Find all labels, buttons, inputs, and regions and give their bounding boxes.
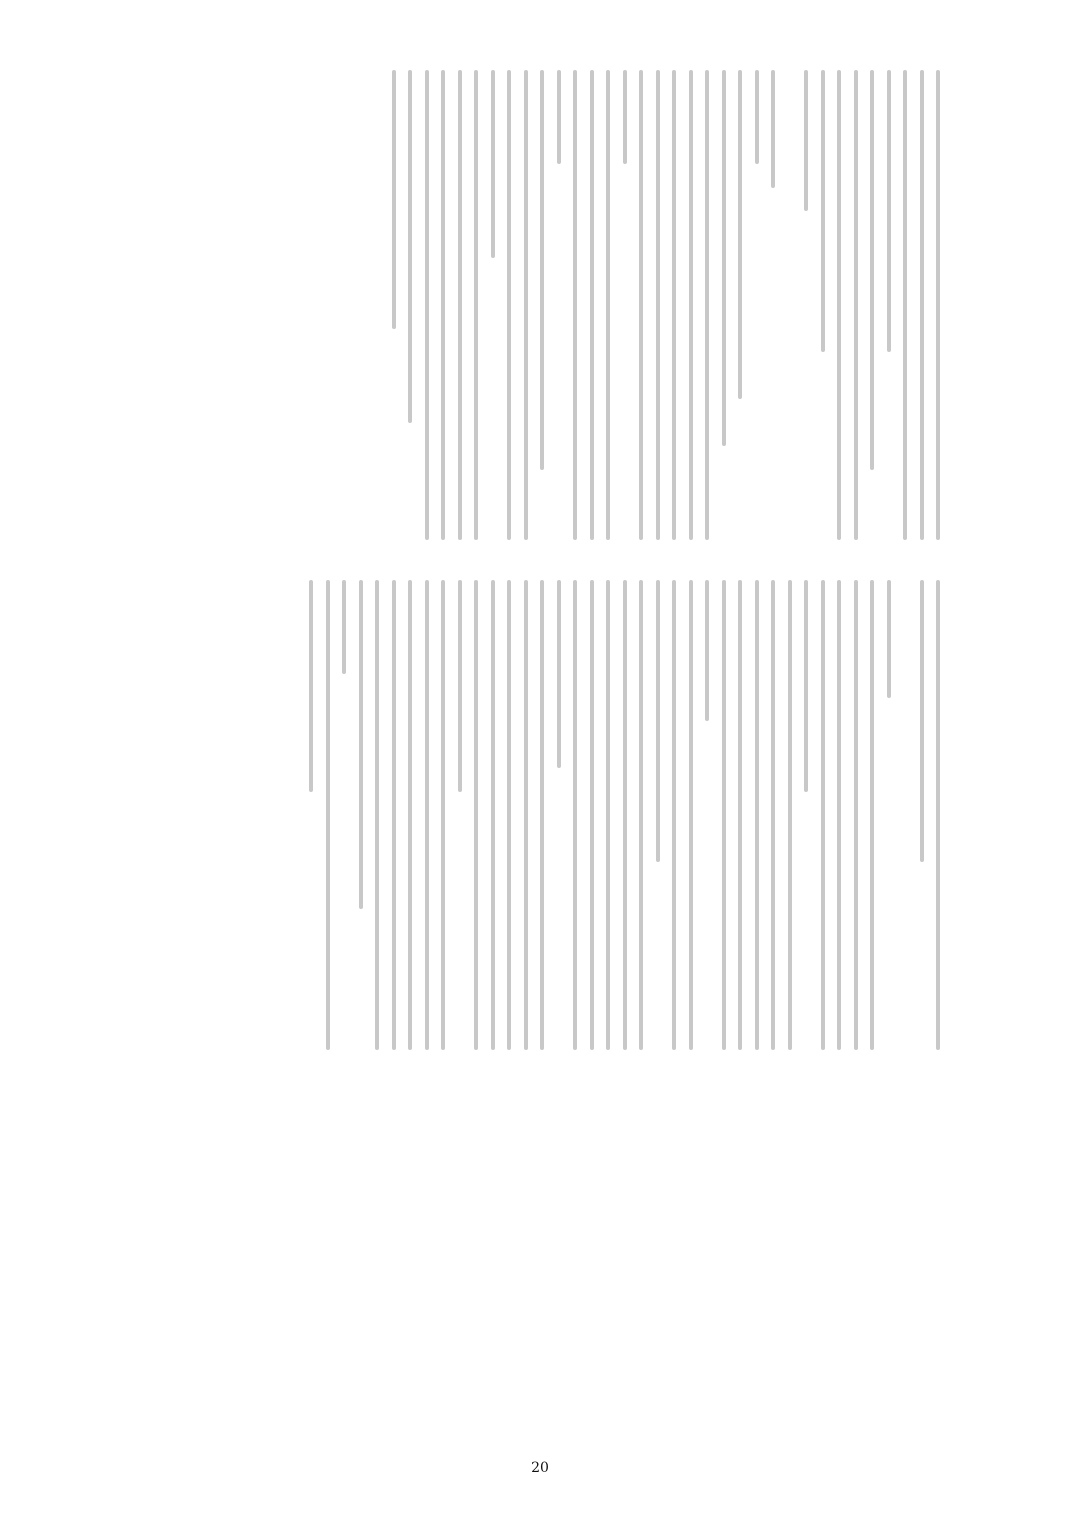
text-column-placeholder <box>507 70 511 540</box>
text-column-placeholder <box>920 580 924 862</box>
text-column-placeholder <box>672 580 676 1050</box>
text-column-placeholder <box>705 70 709 540</box>
text-column-placeholder <box>738 580 742 1050</box>
page-number: 20 <box>531 1460 549 1476</box>
text-column-placeholder <box>425 70 429 540</box>
text-column-placeholder <box>936 580 940 1050</box>
text-column-placeholder <box>540 70 544 470</box>
text-column-placeholder <box>441 580 445 1050</box>
text-column-placeholder <box>672 70 676 540</box>
text-block-top <box>140 70 940 540</box>
text-column-placeholder <box>623 580 627 1050</box>
text-column-placeholder <box>639 70 643 540</box>
text-column-placeholder <box>705 580 709 721</box>
text-column-placeholder <box>689 580 693 1050</box>
text-column-placeholder <box>788 580 792 1050</box>
text-column-placeholder <box>722 70 726 446</box>
text-column-placeholder <box>491 580 495 1050</box>
text-column-placeholder <box>606 70 610 540</box>
text-column-placeholder <box>854 70 858 540</box>
text-column-placeholder <box>804 70 808 211</box>
text-column-placeholder <box>837 580 841 1050</box>
text-column-placeholder <box>722 580 726 1050</box>
text-column-placeholder <box>804 580 808 792</box>
text-column-placeholder <box>392 580 396 1050</box>
text-column-placeholder <box>920 70 924 540</box>
text-column-placeholder <box>837 70 841 540</box>
text-column-placeholder <box>375 580 379 1050</box>
text-column-placeholder <box>458 70 462 540</box>
text-column-placeholder <box>425 580 429 1050</box>
text-column-placeholder <box>821 580 825 1050</box>
text-column-placeholder <box>903 70 907 540</box>
text-column-placeholder <box>474 580 478 1050</box>
text-column-placeholder <box>755 70 759 164</box>
text-column-placeholder <box>524 580 528 1050</box>
text-column-placeholder <box>639 580 643 1050</box>
text-column-placeholder <box>392 70 396 329</box>
text-column-placeholder <box>606 580 610 1050</box>
text-column-placeholder <box>408 580 412 1050</box>
text-column-placeholder <box>359 580 363 909</box>
text-column-placeholder <box>854 580 858 1050</box>
text-column-placeholder <box>771 70 775 188</box>
text-column-placeholder <box>458 580 462 792</box>
text-column-placeholder <box>573 70 577 540</box>
text-column-placeholder <box>441 70 445 540</box>
text-column-placeholder <box>408 70 412 423</box>
text-column-placeholder <box>623 70 627 164</box>
text-column-placeholder <box>524 70 528 540</box>
text-column-placeholder <box>474 70 478 540</box>
text-column-placeholder <box>326 580 330 1050</box>
text-column-placeholder <box>738 70 742 399</box>
text-column-placeholder <box>887 70 891 352</box>
text-column-placeholder <box>309 580 313 792</box>
text-column-placeholder <box>557 70 561 164</box>
text-column-placeholder <box>491 70 495 258</box>
text-column-placeholder <box>870 70 874 470</box>
text-column-placeholder <box>573 580 577 1050</box>
text-column-placeholder <box>540 580 544 1050</box>
text-column-placeholder <box>342 580 346 674</box>
text-column-placeholder <box>656 70 660 540</box>
text-column-placeholder <box>656 580 660 862</box>
text-column-placeholder <box>771 580 775 1050</box>
text-column-placeholder <box>689 70 693 540</box>
text-column-placeholder <box>590 70 594 540</box>
text-column-placeholder <box>870 580 874 1050</box>
text-block-bottom <box>140 580 940 1050</box>
text-column-placeholder <box>936 70 940 540</box>
text-column-placeholder <box>821 70 825 352</box>
text-column-placeholder <box>507 580 511 1050</box>
text-column-placeholder <box>590 580 594 1050</box>
text-column-placeholder <box>887 580 891 698</box>
text-column-placeholder <box>755 580 759 1050</box>
text-column-placeholder <box>557 580 561 768</box>
